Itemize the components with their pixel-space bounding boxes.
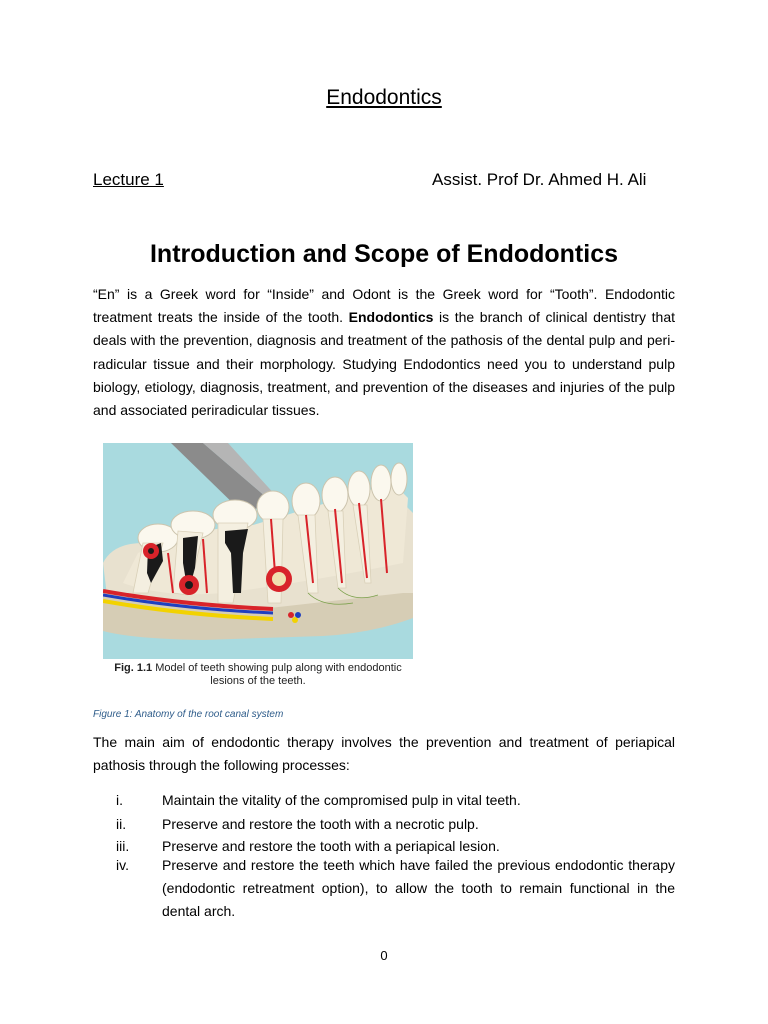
list-item-number: iv. [116,857,129,873]
figure-caption-label: Fig. 1.1 [114,662,153,674]
lecture-label: Lecture 1 [93,170,164,189]
course-title: Endodontics [326,86,442,109]
page-number: 0 [380,948,388,963]
intro-text-part1: “En” is a Greek word for “Inside” and Odont is the Greek word for “Tooth”. Endodontic treatment treats the inside of the tooth. [93,286,675,326]
figure-label: Figure 1: Anatomy of the root canal system [93,709,284,720]
figure-caption-text: Model of teeth showing pulp along with endodontic lesions of the teeth. [152,662,402,687]
list-item-number: iii. [116,838,130,854]
figure-caption [103,662,413,688]
list-item-text: Maintain the vitality of the compromised pulp in vital teeth. [162,792,521,808]
list-item-text: Preserve and restore the teeth which have failed the previous endodontic therapy (endodontic retreatment option), to allow the tooth to remain functional in the dental arch. [162,857,675,920]
intro-text-part2: is the branch of clinical dentistry that deals with the prevention, diagnosis and treatment of the pathosis of the dental pulp and peri-radicular tissue and their morphology. Studying Endodontics need you to understand pulp biology, etiology, diagnosis, treatment, and prevention of the diseases and injuries of the pulp and associated periradicular tissues. [93,309,675,419]
author-name: Assist. Prof Dr. Ahmed H. Ali [432,170,647,189]
main-heading: Introduction and Scope of Endodontics [149,240,619,268]
tooth-model-illustration [103,443,413,659]
intro-paragraph [93,283,675,422]
aim-paragraph: The main aim of endodontic therapy involves the prevention and treatment of periapical pathosis through the following processes: [93,734,675,774]
list-item-number: i. [116,792,123,808]
list-item-text: Preserve and restore the tooth with a periapical lesion. [162,838,500,854]
list-item-text: Preserve and restore the tooth with a necrotic pulp. [162,816,479,832]
tooth-model-image [103,443,413,659]
intro-bold-term: Endodontics [348,309,434,326]
list-item-number: ii. [116,816,127,832]
